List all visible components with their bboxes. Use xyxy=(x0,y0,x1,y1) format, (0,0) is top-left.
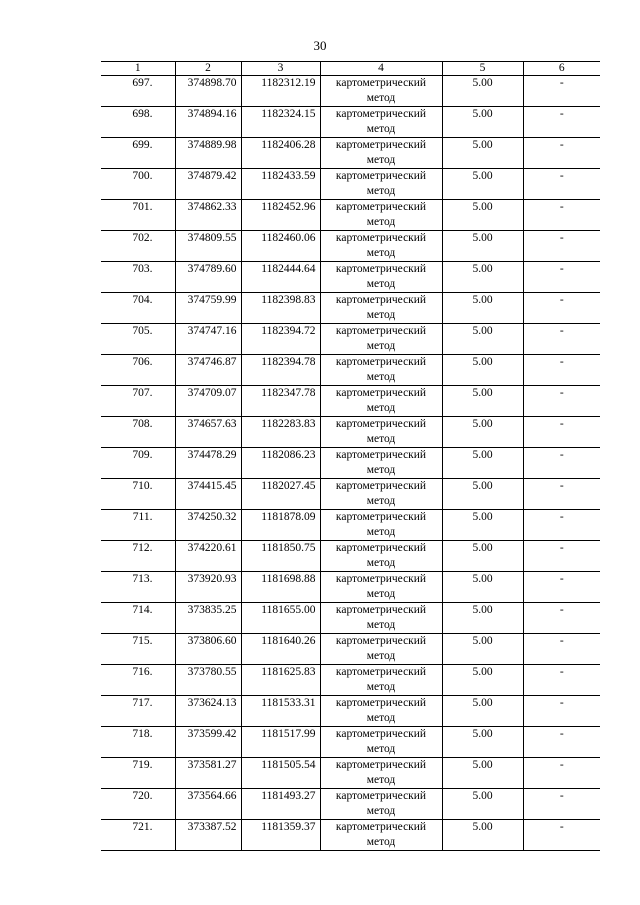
method-cell: картометрический метод xyxy=(320,262,442,293)
x-coordinate-cell: 373780.55 xyxy=(175,665,241,696)
accuracy-cell: 5.00 xyxy=(442,262,523,293)
x-coordinate-cell: 373581.27 xyxy=(175,758,241,789)
point-number-cell: 706. xyxy=(101,355,175,386)
accuracy-cell: 5.00 xyxy=(442,293,523,324)
accuracy-cell: 5.00 xyxy=(442,386,523,417)
point-number-cell: 703. xyxy=(101,262,175,293)
x-coordinate-cell: 374898.70 xyxy=(175,76,241,107)
method-cell: картометрический метод xyxy=(320,541,442,572)
table-row xyxy=(101,727,600,758)
x-coordinate-cell: 374250.32 xyxy=(175,510,241,541)
accuracy-cell: 5.00 xyxy=(442,355,523,386)
table-row xyxy=(101,634,600,665)
y-coordinate-cell: 1181493.27 xyxy=(241,789,320,820)
table-row xyxy=(101,262,600,293)
x-coordinate-cell: 374889.98 xyxy=(175,138,241,169)
accuracy-cell: 5.00 xyxy=(442,696,523,727)
y-coordinate-cell: 1182452.96 xyxy=(241,200,320,231)
point-number-cell: 709. xyxy=(101,448,175,479)
x-coordinate-cell: 374894.16 xyxy=(175,107,241,138)
point-number-cell: 697. xyxy=(101,76,175,107)
y-coordinate-cell: 1181505.54 xyxy=(241,758,320,789)
method-cell: картометрический метод xyxy=(320,479,442,510)
table-row xyxy=(101,293,600,324)
y-coordinate-cell: 1181625.83 xyxy=(241,665,320,696)
point-number-cell: 711. xyxy=(101,510,175,541)
note-cell: - xyxy=(523,510,600,541)
point-number-cell: 719. xyxy=(101,758,175,789)
point-number-cell: 704. xyxy=(101,293,175,324)
point-number-cell: 720. xyxy=(101,789,175,820)
table-row xyxy=(101,169,600,200)
accuracy-cell: 5.00 xyxy=(442,138,523,169)
header-col-3: 3 xyxy=(241,62,320,76)
y-coordinate-cell: 1182398.83 xyxy=(241,293,320,324)
accuracy-cell: 5.00 xyxy=(442,603,523,634)
x-coordinate-cell: 373806.60 xyxy=(175,634,241,665)
header-col-4: 4 xyxy=(320,62,442,76)
method-cell: картометрический метод xyxy=(320,789,442,820)
x-coordinate-cell: 374789.60 xyxy=(175,262,241,293)
note-cell: - xyxy=(523,541,600,572)
method-cell: картометрический метод xyxy=(320,696,442,727)
method-cell: картометрический метод xyxy=(320,510,442,541)
accuracy-cell: 5.00 xyxy=(442,789,523,820)
table-row xyxy=(101,510,600,541)
method-cell: картометрический метод xyxy=(320,634,442,665)
point-number-cell: 699. xyxy=(101,138,175,169)
note-cell: - xyxy=(523,169,600,200)
accuracy-cell: 5.00 xyxy=(442,417,523,448)
accuracy-cell: 5.00 xyxy=(442,820,523,851)
note-cell: - xyxy=(523,200,600,231)
point-number-cell: 721. xyxy=(101,820,175,851)
note-cell: - xyxy=(523,820,600,851)
header-col-5: 5 xyxy=(442,62,523,76)
y-coordinate-cell: 1181850.75 xyxy=(241,541,320,572)
note-cell: - xyxy=(523,448,600,479)
y-coordinate-cell: 1182027.45 xyxy=(241,479,320,510)
y-coordinate-cell: 1181517.99 xyxy=(241,727,320,758)
table-row xyxy=(101,448,600,479)
method-cell: картометрический метод xyxy=(320,76,442,107)
table-row xyxy=(101,541,600,572)
header-col-6: 6 xyxy=(523,62,600,76)
table-row xyxy=(101,355,600,386)
method-cell: картометрический метод xyxy=(320,448,442,479)
table-row xyxy=(101,324,600,355)
y-coordinate-cell: 1182283.83 xyxy=(241,417,320,448)
x-coordinate-cell: 374879.42 xyxy=(175,169,241,200)
x-coordinate-cell: 374478.29 xyxy=(175,448,241,479)
note-cell: - xyxy=(523,727,600,758)
accuracy-cell: 5.00 xyxy=(442,448,523,479)
accuracy-cell: 5.00 xyxy=(442,572,523,603)
header-row xyxy=(101,62,600,76)
x-coordinate-cell: 373920.93 xyxy=(175,572,241,603)
accuracy-cell: 5.00 xyxy=(442,634,523,665)
accuracy-cell: 5.00 xyxy=(442,727,523,758)
y-coordinate-cell: 1182324.15 xyxy=(241,107,320,138)
header-col-1: 1 xyxy=(101,62,175,76)
y-coordinate-cell: 1182394.78 xyxy=(241,355,320,386)
point-number-cell: 702. xyxy=(101,231,175,262)
note-cell: - xyxy=(523,76,600,107)
note-cell: - xyxy=(523,324,600,355)
method-cell: картометрический метод xyxy=(320,758,442,789)
point-number-cell: 712. xyxy=(101,541,175,572)
table-row xyxy=(101,603,600,634)
table-row xyxy=(101,417,600,448)
y-coordinate-cell: 1181533.31 xyxy=(241,696,320,727)
table-row xyxy=(101,386,600,417)
y-coordinate-cell: 1181655.00 xyxy=(241,603,320,634)
x-coordinate-cell: 374657.63 xyxy=(175,417,241,448)
x-coordinate-cell: 374746.87 xyxy=(175,355,241,386)
x-coordinate-cell: 373835.25 xyxy=(175,603,241,634)
accuracy-cell: 5.00 xyxy=(442,76,523,107)
x-coordinate-cell: 373564.66 xyxy=(175,789,241,820)
x-coordinate-cell: 374809.55 xyxy=(175,231,241,262)
note-cell: - xyxy=(523,262,600,293)
note-cell: - xyxy=(523,634,600,665)
y-coordinate-cell: 1182312.19 xyxy=(241,76,320,107)
method-cell: картометрический метод xyxy=(320,107,442,138)
table-row xyxy=(101,479,600,510)
method-cell: картометрический метод xyxy=(320,727,442,758)
method-cell: картометрический метод xyxy=(320,355,442,386)
point-number-cell: 710. xyxy=(101,479,175,510)
note-cell: - xyxy=(523,386,600,417)
table-row xyxy=(101,758,600,789)
point-number-cell: 701. xyxy=(101,200,175,231)
y-coordinate-cell: 1181359.37 xyxy=(241,820,320,851)
table-row xyxy=(101,200,600,231)
page-number: 30 xyxy=(313,38,327,53)
method-cell: картометрический метод xyxy=(320,293,442,324)
x-coordinate-cell: 373599.42 xyxy=(175,727,241,758)
y-coordinate-cell: 1182086.23 xyxy=(241,448,320,479)
method-cell: картометрический метод xyxy=(320,603,442,634)
table-row xyxy=(101,696,600,727)
note-cell: - xyxy=(523,665,600,696)
header-col-2: 2 xyxy=(175,62,241,76)
method-cell: картометрический метод xyxy=(320,200,442,231)
x-coordinate-cell: 374747.16 xyxy=(175,324,241,355)
x-coordinate-cell: 374862.33 xyxy=(175,200,241,231)
point-number-cell: 715. xyxy=(101,634,175,665)
y-coordinate-cell: 1182460.06 xyxy=(241,231,320,262)
point-number-cell: 698. xyxy=(101,107,175,138)
accuracy-cell: 5.00 xyxy=(442,200,523,231)
method-cell: картометрический метод xyxy=(320,231,442,262)
note-cell: - xyxy=(523,603,600,634)
x-coordinate-cell: 374709.07 xyxy=(175,386,241,417)
coordinates-table xyxy=(101,61,600,851)
accuracy-cell: 5.00 xyxy=(442,169,523,200)
y-coordinate-cell: 1182347.78 xyxy=(241,386,320,417)
y-coordinate-cell: 1182394.72 xyxy=(241,324,320,355)
method-cell: картометрический метод xyxy=(320,324,442,355)
note-cell: - xyxy=(523,758,600,789)
table-row xyxy=(101,76,600,107)
point-number-cell: 716. xyxy=(101,665,175,696)
method-cell: картометрический метод xyxy=(320,417,442,448)
y-coordinate-cell: 1181698.88 xyxy=(241,572,320,603)
note-cell: - xyxy=(523,572,600,603)
point-number-cell: 700. xyxy=(101,169,175,200)
accuracy-cell: 5.00 xyxy=(442,541,523,572)
accuracy-cell: 5.00 xyxy=(442,231,523,262)
method-cell: картометрический метод xyxy=(320,169,442,200)
x-coordinate-cell: 373624.13 xyxy=(175,696,241,727)
note-cell: - xyxy=(523,417,600,448)
note-cell: - xyxy=(523,355,600,386)
point-number-cell: 714. xyxy=(101,603,175,634)
y-coordinate-cell: 1182406.28 xyxy=(241,138,320,169)
table-row xyxy=(101,138,600,169)
x-coordinate-cell: 374220.61 xyxy=(175,541,241,572)
x-coordinate-cell: 373387.52 xyxy=(175,820,241,851)
point-number-cell: 705. xyxy=(101,324,175,355)
point-number-cell: 708. xyxy=(101,417,175,448)
table-row xyxy=(101,231,600,262)
x-coordinate-cell: 374415.45 xyxy=(175,479,241,510)
accuracy-cell: 5.00 xyxy=(442,758,523,789)
note-cell: - xyxy=(523,107,600,138)
accuracy-cell: 5.00 xyxy=(442,665,523,696)
accuracy-cell: 5.00 xyxy=(442,510,523,541)
y-coordinate-cell: 1181878.09 xyxy=(241,510,320,541)
table-row xyxy=(101,665,600,696)
point-number-cell: 707. xyxy=(101,386,175,417)
note-cell: - xyxy=(523,696,600,727)
x-coordinate-cell: 374759.99 xyxy=(175,293,241,324)
table-row xyxy=(101,820,600,851)
method-cell: картометрический метод xyxy=(320,820,442,851)
point-number-cell: 718. xyxy=(101,727,175,758)
accuracy-cell: 5.00 xyxy=(442,479,523,510)
accuracy-cell: 5.00 xyxy=(442,324,523,355)
table-row xyxy=(101,107,600,138)
note-cell: - xyxy=(523,789,600,820)
table-row xyxy=(101,789,600,820)
accuracy-cell: 5.00 xyxy=(442,107,523,138)
note-cell: - xyxy=(523,231,600,262)
method-cell: картометрический метод xyxy=(320,572,442,603)
y-coordinate-cell: 1182433.59 xyxy=(241,169,320,200)
method-cell: картометрический метод xyxy=(320,138,442,169)
table-row xyxy=(101,572,600,603)
note-cell: - xyxy=(523,479,600,510)
note-cell: - xyxy=(523,138,600,169)
point-number-cell: 717. xyxy=(101,696,175,727)
y-coordinate-cell: 1182444.64 xyxy=(241,262,320,293)
note-cell: - xyxy=(523,293,600,324)
method-cell: картометрический метод xyxy=(320,665,442,696)
point-number-cell: 713. xyxy=(101,572,175,603)
y-coordinate-cell: 1181640.26 xyxy=(241,634,320,665)
method-cell: картометрический метод xyxy=(320,386,442,417)
